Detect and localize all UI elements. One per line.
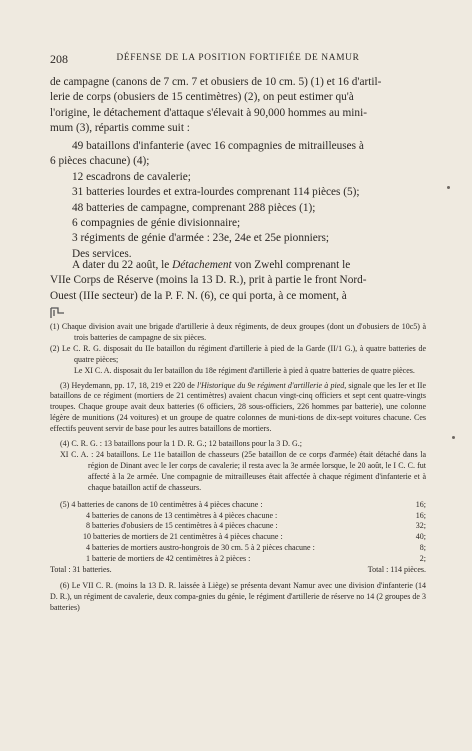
table-total: Total : 31 batteries. (50, 565, 112, 575)
list-item: 6 pièces chacune) (4); (50, 155, 150, 168)
footnote-4b: XI C. A. : 24 bataillons. Le 11e bataillon de chasseurs (25e bataillon de ce corps d'armée) était détaché dans la région de Dinant avec le Ier corps de cavalerie; il resta avec la 3e armée lorsque, le 20 août, le I C. C. fut affecté à la 2e armée. Une compagnie de mitrailleuses était affectée à chaque régiment d'infanterie et à chaque bataillon actif de chasseurs. (60, 449, 426, 492)
table-row (50, 500, 426, 511)
footnote-3 (50, 381, 426, 436)
list-item: 48 batteries de campagne, comprenant 288 pièces (1); (72, 201, 316, 214)
text-line: de campagne (canons de 7 cm. 7 et obusiers de 10 cm. 5) (1) et 16 d'artil- (50, 76, 382, 88)
table-value: 32; (415, 521, 426, 531)
table-cell: 10 batteries de mortiers de 21 centimètres à 4 pièces chacune : (83, 532, 283, 542)
table-value: 16; (415, 499, 426, 509)
table-row (50, 532, 426, 543)
list-item: 49 bataillons d'infanterie (avec 16 compagnies de mitrailleuses à (72, 140, 364, 152)
table-value: 2; (419, 554, 426, 564)
table-cell: 8 batteries d'obusiers de 15 centimètres à 4 pièces chacune : (86, 521, 278, 531)
footnote-4a: (4) C. R. G. : 13 bataillons pour la 1 D. R. G.; 12 bataillons pour la 3 D. G.; (60, 439, 302, 449)
table-cell: 1 batterie de mortiers de 42 centimètres à 2 pièces : (86, 554, 251, 564)
footnote-5-table (50, 500, 426, 576)
paragraph (50, 258, 426, 304)
text-line: lerie de corps (obusiers de 15 centimètres) (2), on peut estimer qu'à (50, 91, 354, 104)
table-row (50, 543, 426, 554)
force-list (50, 139, 426, 262)
footnote-2a: (2) Le C. R. G. disposait du IIe bataillon du régiment d'artillerie à pied de la Garde (II/1 G.), à quatre batteries de quatre pièces; (50, 343, 426, 364)
paper-speck (452, 436, 455, 439)
table-cell: (5) 4 batteries de canons de 10 centimètres à 4 pièces chacune : (60, 499, 263, 509)
main-text (50, 75, 426, 137)
text-line: mum (3), répartis comme suit : (50, 122, 190, 135)
table-total: Total : 114 pièces. (367, 565, 426, 575)
paper-speck (447, 186, 450, 189)
table-row (50, 554, 426, 565)
list-item: 3 régiments de génie d'armée : 23e, 24e et 25e pionniers; (72, 232, 330, 245)
text-span: A dater du 22 août, le (72, 259, 173, 271)
list-item: 31 batteries lourdes et extra-lourdes comprenant 114 pièces (5); (72, 186, 360, 199)
footnote-6: (6) Le VII C. R. (moins la 13 D. R. laissée à Liège) se présenta devant Namur avec une division d'infanterie (14 D. R.), un régiment de cavalerie, deux compa-gnies du génie, le régiment d'artillerie de réserve no 14 (2 groupes de 3 batteries) (50, 580, 426, 612)
list-item: 12 escadrons de cavalerie; (72, 170, 191, 183)
page-number: 208 (50, 52, 68, 66)
page-header (50, 52, 426, 66)
table-value: 40; (415, 532, 426, 542)
table-row (50, 511, 426, 522)
table-value: 16; (415, 510, 426, 520)
text-span: , signale que les Ier et IIe bataillons de ce régiment (mortiers de 21 centimètres) avaient chacun vingt-cinq officiers et sept cent quatre-vingts troupes. Chaque groupe avait deux batteries (6 officiers, 28 sous-officiers, 226 hommes par batterie), une colonne légère de munitions (24 voitures) et un groupe de quatre colonnes de muni-tions de dix-sept voitures chacune. Ces effectifs peuvent servir de base pour les autres bataillons de mortiers. (50, 380, 426, 434)
footnote-2b: Le XI C. A. disposait du Ier bataillon du 18e régiment d'artillerie à pied à quatre batteries de quatre pièces. (74, 365, 415, 375)
italic-span: Détachement (172, 259, 232, 271)
text-line: VIIe Corps de Réserve (moins la 13 D. R.), prit à partie le front Nord- (50, 274, 367, 287)
text-line: l'origine, le détachement d'attaque s'élevait à 90,000 hommes au mini- (50, 106, 367, 119)
text-line (50, 258, 426, 273)
text-span: von Zwehl comprenant le (231, 259, 351, 271)
table-value: 8; (419, 543, 426, 553)
footnotes (50, 322, 426, 614)
footnote-1: (1) Chaque division avait une brigade d'artillerie à deux régiments, de deux groupes (dont un d'obusiers de 10c5) à trois batteries de campagne de six pièces. (50, 322, 426, 342)
text-line: Ouest (IIIe secteur) de la P. F. N. (6), ce qui porta, à ce moment, à (50, 289, 347, 302)
footnote-marker-icon (50, 306, 68, 320)
list-item: 6 compagnies de génie divisionnaire; (72, 217, 241, 230)
table-cell: 4 batteries de canons de 13 centimètres à 4 pièces chacune : (86, 510, 278, 520)
italic-span: l'Historique du 9e régiment d'artillerie à pied (197, 380, 345, 390)
list-item: Des services. (72, 247, 132, 260)
running-title: DÉFENSE DE LA POSITION FORTIFIÉE DE NAMUR (116, 53, 360, 63)
table-row (50, 521, 426, 532)
table-total-row (50, 565, 426, 576)
text-span: (3) Heydemann, pp. 17, 18, 219 et 220 de (60, 380, 198, 390)
table-cell: 4 batteries de mortiers austro-hongrois de 30 cm. 5 à 2 pièces chacune : (86, 543, 315, 553)
